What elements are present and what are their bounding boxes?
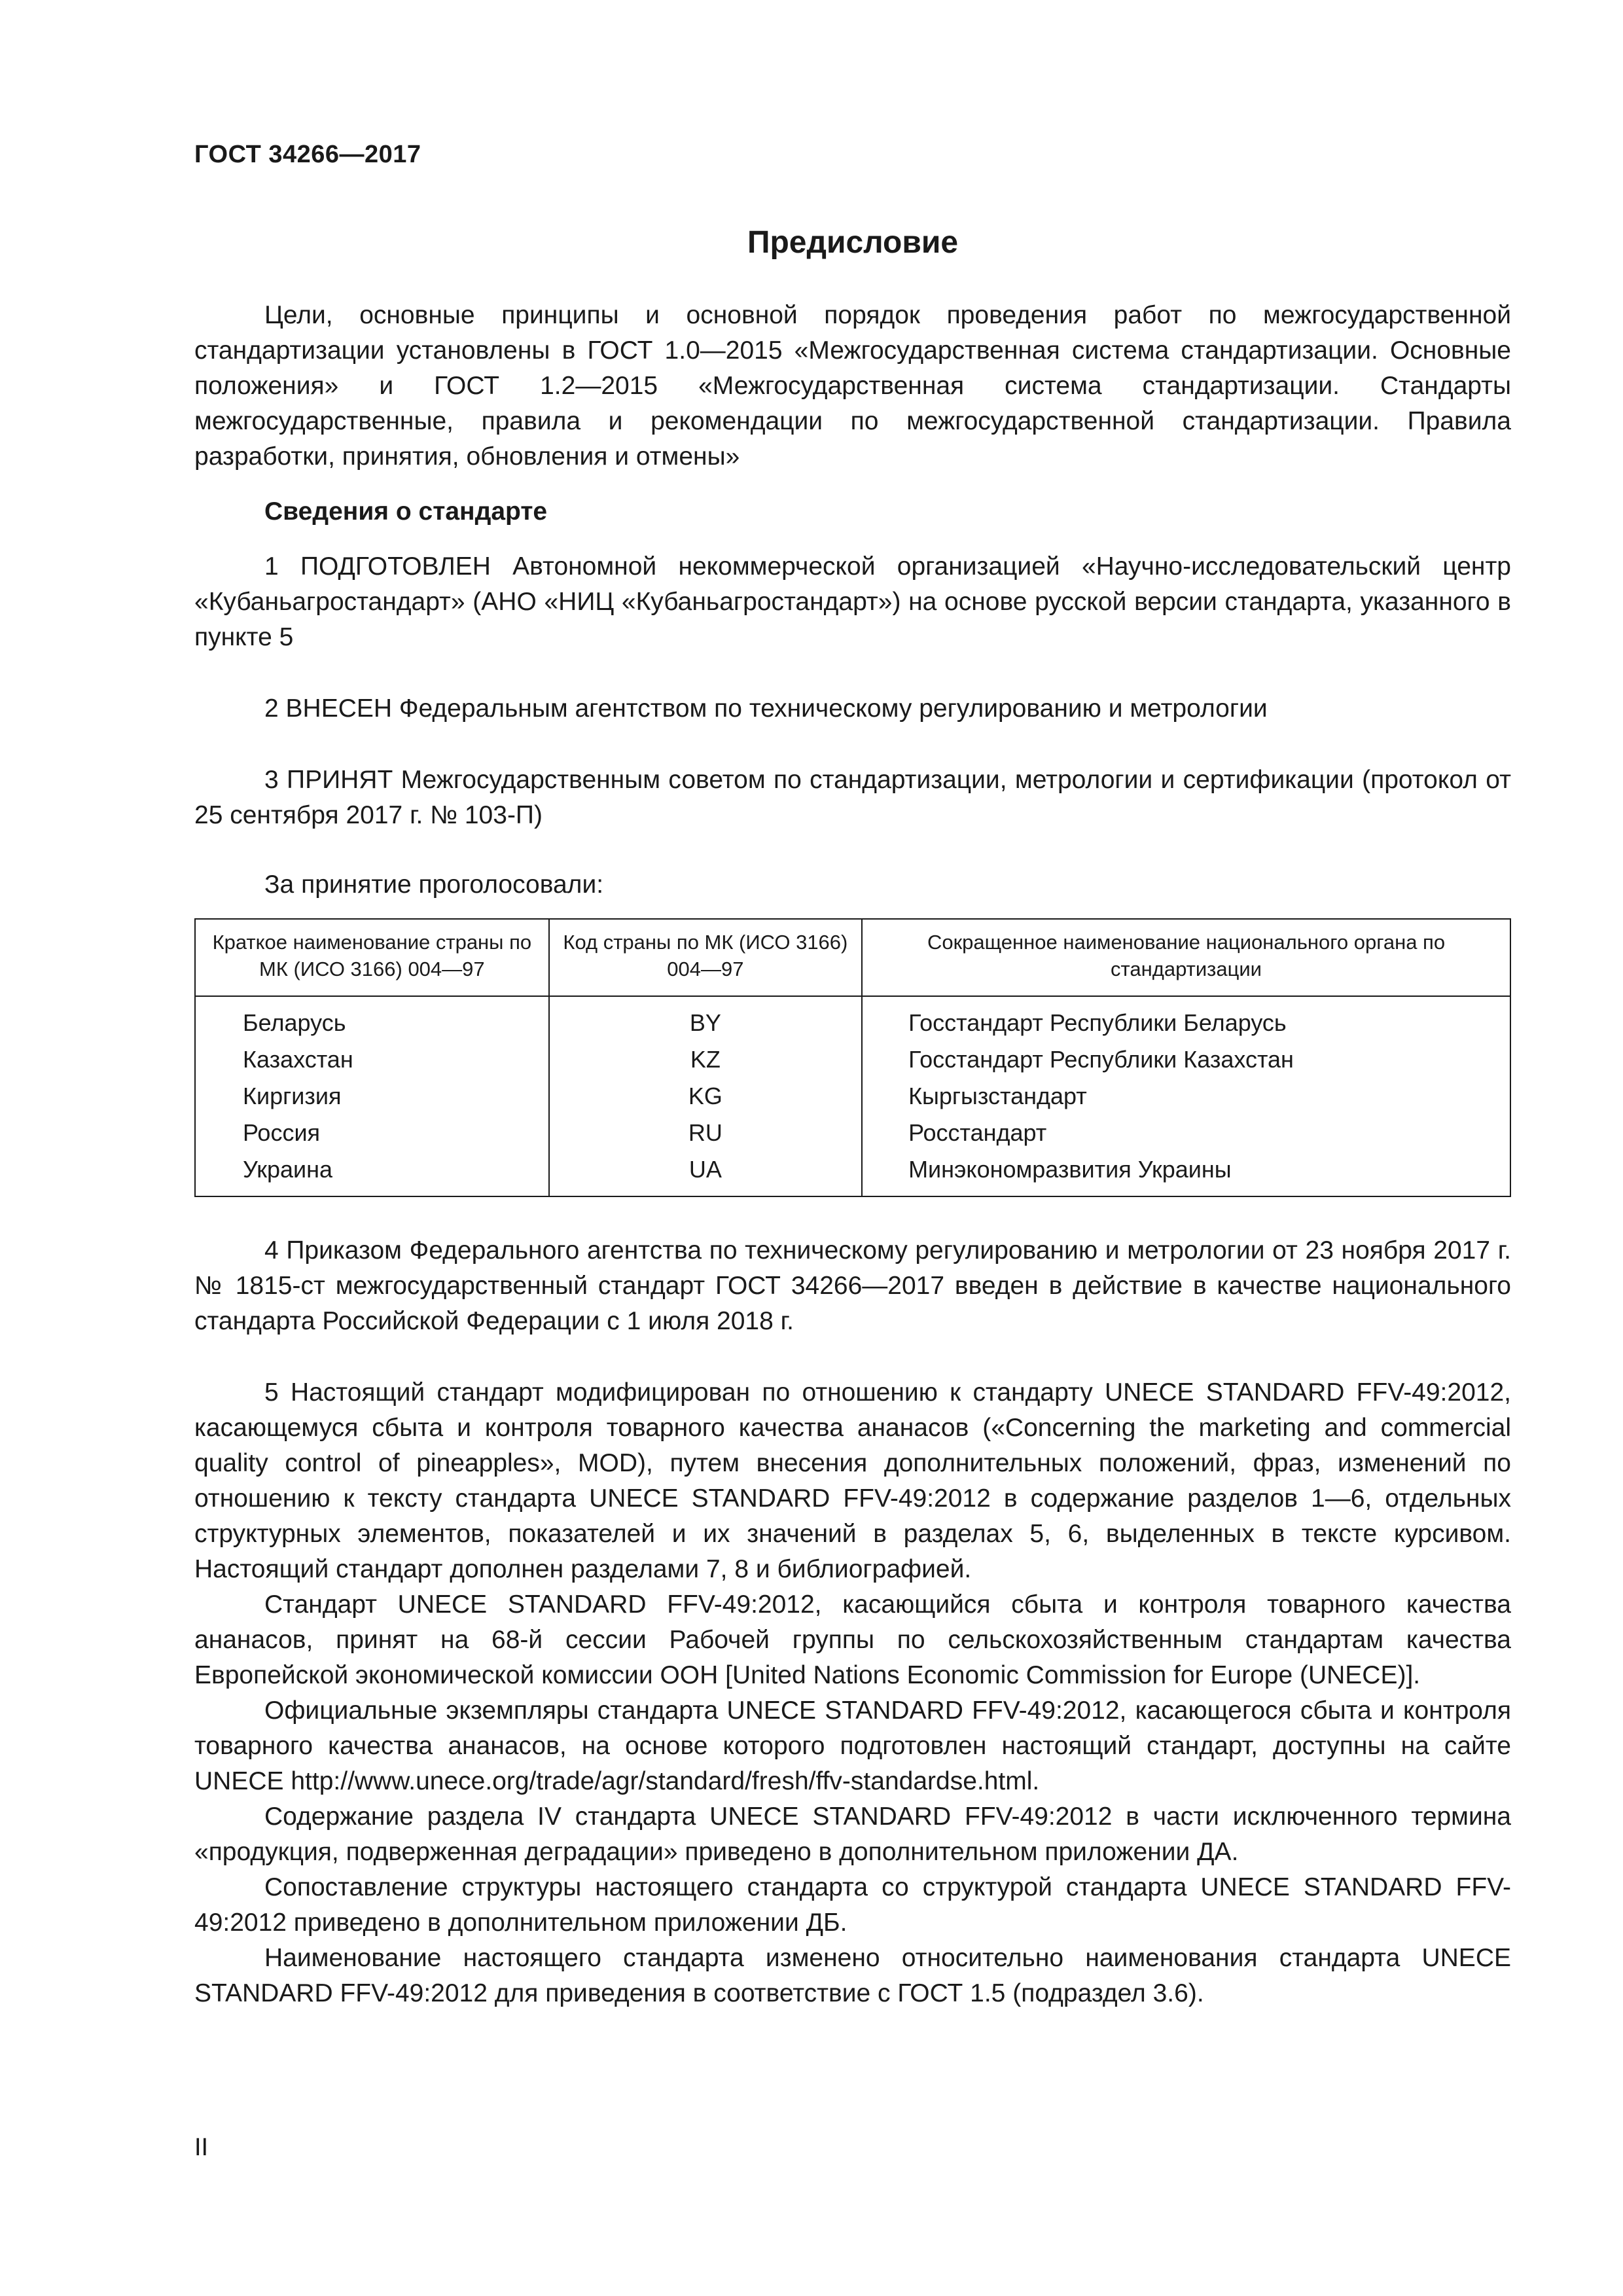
code-cell: BY [549, 996, 862, 1041]
item-5-paragraph-4: Содержание раздела IV стандарта UNECE STANDARD FFV-49:2012 в части исключенного термина «продукция, подверженная деградации» приведено в дополнительном приложении ДА. [194, 1803, 1511, 1866]
table-row [195, 996, 1510, 1041]
country-cell: Киргизия [195, 1078, 549, 1115]
table-row [195, 1078, 1510, 1115]
item-3-paragraph: 3 ПРИНЯТ Межгосударственным советом по стандартизации, метрологии и сертификации (протокол от 25 сентября 2017 г. № 103-П) [194, 766, 1511, 829]
table-header-row [195, 919, 1510, 996]
code-cell: KZ [549, 1041, 862, 1078]
header-country: Краткое наименование страны по МК (ИСО 3166) 004—97 [195, 919, 549, 996]
organization-cell: Кыргызстандарт [862, 1078, 1510, 1115]
table-row [195, 1115, 1510, 1151]
country-cell: Украина [195, 1151, 549, 1196]
vote-label: За принятие проголосовали: [264, 870, 604, 899]
page-title: Предисловие [747, 225, 959, 260]
organization-cell: Госстандарт Республики Казахстан [862, 1041, 1510, 1078]
voters-table [194, 918, 1511, 1197]
intro-paragraph: Цели, основные принципы и основной порядок проведения работ по межгосударственной стандартизации установлены в ГОСТ 1.0—2015 «Межгосударственная система стандартизации. Основные положения» и ГОСТ 1.2—2015 «Межгосударственная система стандартизации. Стандарты межгосударственные, правила и рекомендации по межгосударственной стандартизации. Правила разработки, принятия, обновления и отмены» [194, 301, 1511, 471]
document-id: ГОСТ 34266—2017 [194, 141, 421, 168]
item-5-paragraph: 5 Настоящий стандарт модифицирован по отношению к стандарту UNECE STANDARD FFV-49:2012, касающемуся сбыта и контроля товарного качества ананасов («Concerning the marketing and commercial quality control of pineapples», MOD), путем внесения дополнительных положений, фраз, изменений по отношению к тексту стандарта UNECE STANDARD FFV-49:2012 в содержание разделов 1—6, отдельных структурных элементов, показателей и их значений в разделах 5, 6, выделенных в тексте курсивом. Настоящий стандарт дополнен разделами 7, 8 и библиографией. [194, 1378, 1511, 1583]
table-row [195, 1041, 1510, 1078]
country-cell: Казахстан [195, 1041, 549, 1078]
header-organization: Сокращенное наименование национального органа по стандартизации [862, 919, 1510, 996]
organization-cell: Минэкономразвития Украины [862, 1151, 1510, 1196]
item-5-paragraph-2: Стандарт UNECE STANDARD FFV-49:2012, касающийся сбыта и контроля товарного качества ананасов, принят на 68-й сессии Рабочей группы по сельскохозяйственным стандартам качества Европейской экономической комиссии ООН [United Nations Economic Commission for Europe (UNECE)]. [194, 1590, 1511, 1689]
header-code: Код страны по МК (ИСО 3166) 004—97 [549, 919, 862, 996]
item-5-paragraph-3: Официальные экземпляры стандарта UNECE STANDARD FFV-49:2012, касающегося сбыта и контроля товарного качества ананасов, на основе которого подготовлен настоящий стандарт, доступны на сайте UNECE http://www.unece.org/trade/agr/standard/fresh/ffv-standardse.html. [194, 1696, 1511, 1795]
section-heading: Сведения о стандарте [264, 497, 548, 526]
country-cell: Беларусь [195, 996, 549, 1041]
country-cell: Россия [195, 1115, 549, 1151]
item-4-paragraph: 4 Приказом Федерального агентства по техническому регулированию и метрологии от 23 ноября 2017 г. № 1815-ст межгосударственный стандарт ГОСТ 34266—2017 введен в действие в качестве национального стандарта Российской Федерации с 1 июля 2018 г. [194, 1236, 1511, 1335]
code-cell: KG [549, 1078, 862, 1115]
item-5-paragraph-6: Наименование настоящего стандарта изменено относительно наименования стандарта UNECE STANDARD FFV-49:2012 для приведения в соответствие с ГОСТ 1.5 (подраздел 3.6). [194, 1944, 1511, 2007]
code-cell: RU [549, 1115, 862, 1151]
table-row [195, 1151, 1510, 1196]
item-1-paragraph: 1 ПОДГОТОВЛЕН Автономной некоммерческой организацией «Научно-исследовательский центр «Кубаньагростандарт» (АНО «НИЦ «Кубаньагростандарт») на основе русской версии стандарта, указанного в пункте 5 [194, 552, 1511, 651]
page-number: II [194, 2134, 209, 2161]
code-cell: UA [549, 1151, 862, 1196]
document-body [194, 298, 1511, 2011]
item-2-paragraph: 2 ВНЕСЕН Федеральным агентством по техническому регулированию и метрологии [264, 694, 1268, 723]
item-5-paragraph-5: Сопоставление структуры настоящего стандарта со структурой стандарта UNECE STANDARD FFV-49:2012 приведено в дополнительном приложении ДБ. [194, 1873, 1511, 1937]
organization-cell: Госстандарт Республики Беларусь [862, 996, 1510, 1041]
organization-cell: Росстандарт [862, 1115, 1510, 1151]
